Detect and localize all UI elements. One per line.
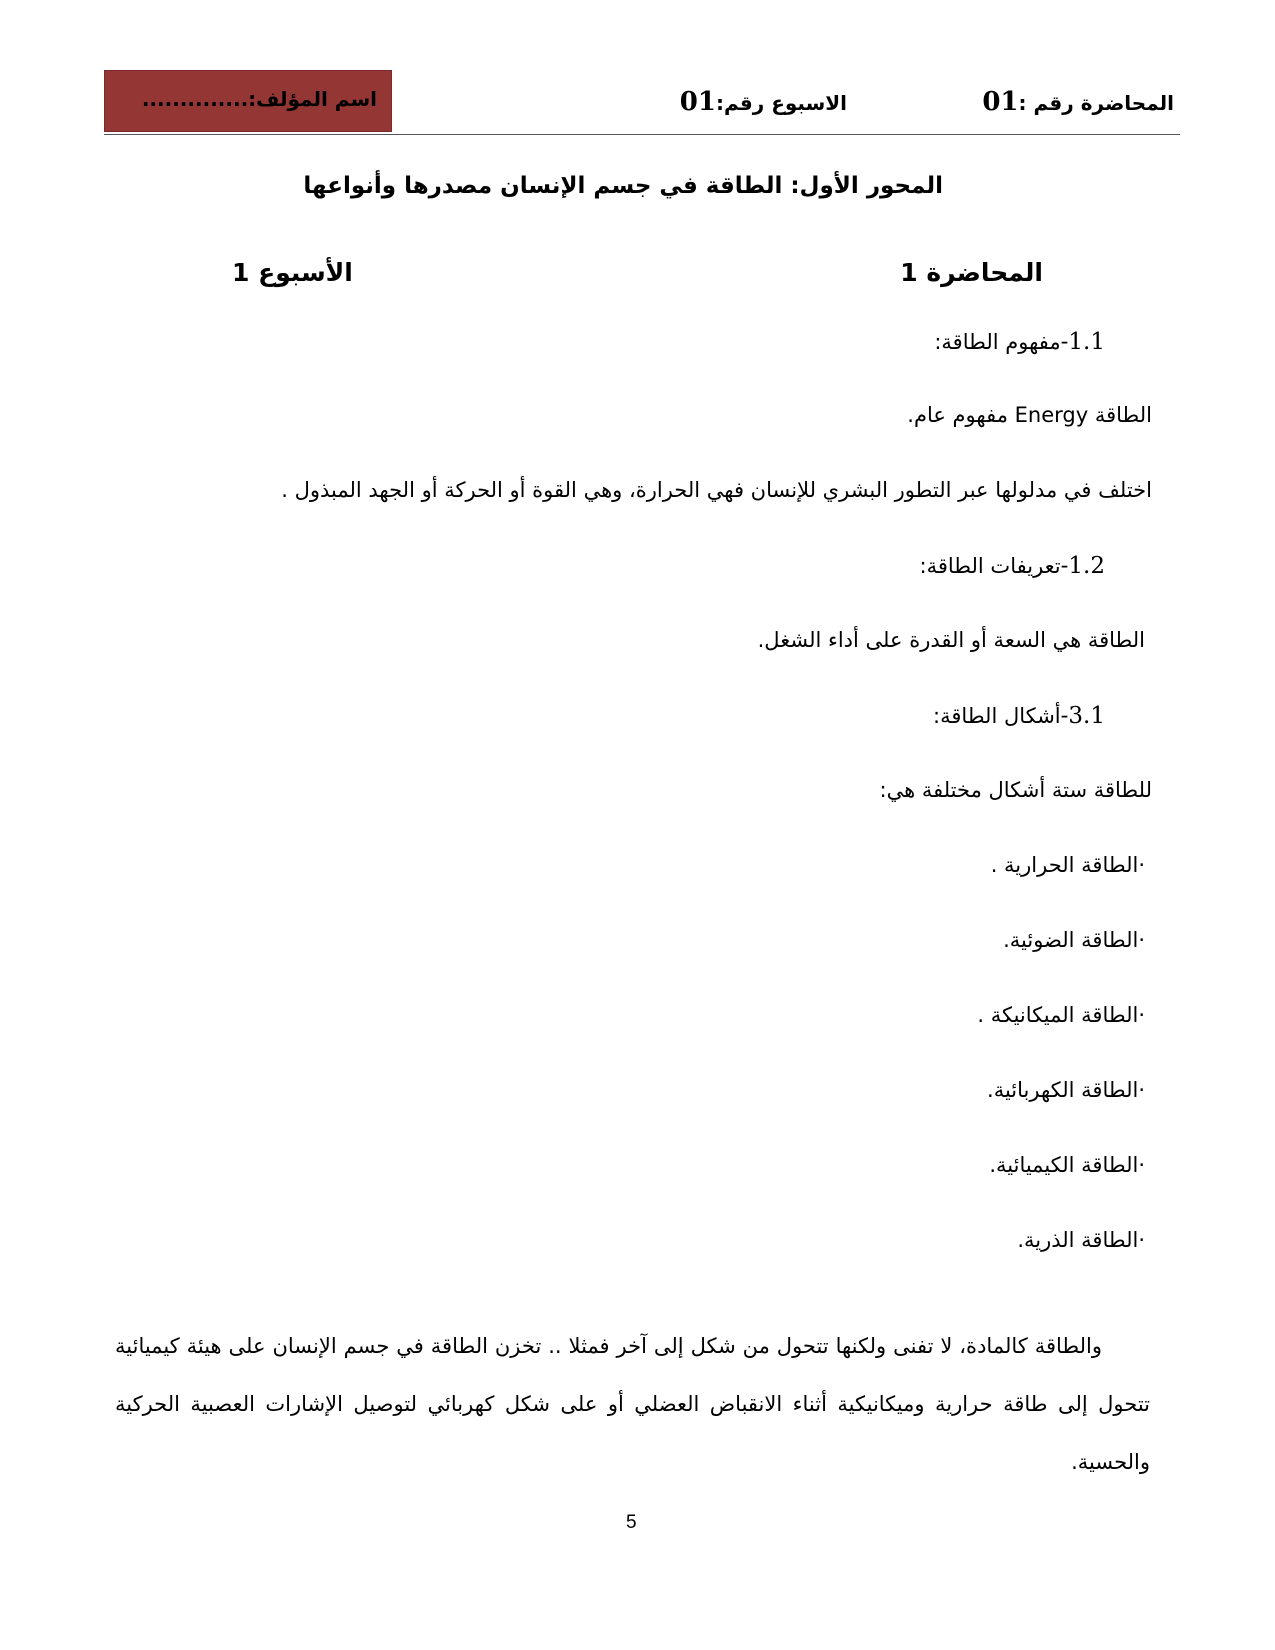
definition-line-3: الطاقة هي السعة أو القدرة على أداء الشغل. (757, 628, 1145, 652)
list-item: ·الطاقة الكهربائية. (987, 1078, 1145, 1102)
page-title: المحور الأول: الطاقة في جسم الإنسان مصدرها وأنواعها (303, 173, 943, 199)
section-heading-2 (920, 553, 1105, 581)
header-lecture-number: 01 (982, 87, 1019, 117)
section-number-3: 3.1- (1060, 703, 1105, 729)
page-header (104, 70, 1180, 135)
list-item: ·الطاقة الذرية. (1017, 1228, 1145, 1252)
list-item: ·الطاقة الكيميائية. (989, 1153, 1145, 1177)
section-title-1: مفهوم الطاقة: (934, 330, 1061, 354)
author-label: اسم المؤلف:.............. (141, 87, 377, 111)
author-box (104, 70, 392, 132)
header-lecture-label: المحاضرة رقم : (1018, 91, 1174, 115)
week-subheading: الأسبوع 1 (232, 258, 353, 287)
definition-line-2: اختلف في مدلولها عبر التطور البشري للإنسان فهي الحرارة، وهي القوة أو الحركة أو الجهد المبذول . (281, 478, 1152, 502)
section-number-1: 1.1- (1060, 329, 1105, 355)
definition-line-1: الطاقة Energy مفهوم عام. (907, 403, 1152, 427)
header-lecture (982, 87, 1174, 117)
section-heading-1 (934, 329, 1105, 357)
list-item: ·الطاقة الضوئية. (1003, 928, 1145, 952)
list-item: ·الطاقة الحرارية . (990, 853, 1145, 877)
closing-paragraph: والطاقة كالمادة، لا تفنى ولكنها تتحول من شكل إلى آخر فمثلا .. تخزن الطاقة في جسم الإنسان على هيئة كيميائية تتحول إلى طاقة حرارية وميكانيكية أثناء الانقباض العضلي أو على شكل كهربائي لتوصيل الإشارات العصبية الحركية والحسية. (115, 1334, 1150, 1474)
section-title-2: تعريفات الطاقة: (919, 554, 1061, 578)
forms-intro: للطاقة ستة أشكال مختلفة هي: (879, 778, 1152, 802)
header-week (680, 87, 847, 117)
section-title-3: أشكال الطاقة: (933, 704, 1061, 728)
section-heading-3 (933, 703, 1105, 731)
header-week-number: 01 (679, 87, 716, 117)
section-number-2: 1.2- (1060, 553, 1105, 579)
page-number: 5 (626, 1512, 637, 1533)
header-week-label: الاسبوع رقم: (715, 91, 847, 115)
list-item: ·الطاقة الميكانيكة . (977, 1003, 1145, 1027)
lecture-subheading: المحاضرة 1 (900, 258, 1043, 287)
